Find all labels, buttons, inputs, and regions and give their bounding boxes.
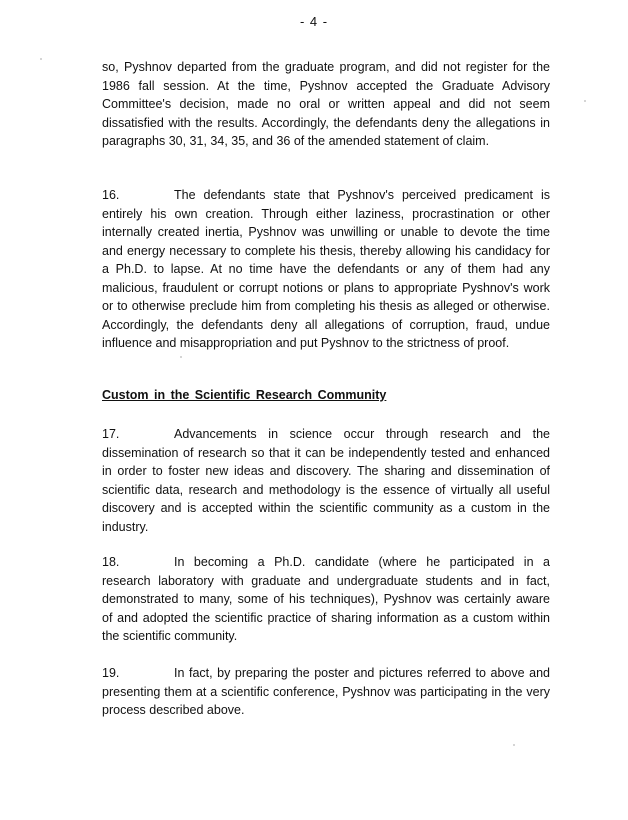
paragraph-17 [102, 425, 550, 536]
text-line: malicious, fraudulent or corrupt notions or plans to appropriate Pyshnov's work [102, 280, 550, 295]
paragraph-continuation [102, 58, 550, 151]
text-line: so, Pyshnov departed from the graduate program, and did not register for the [102, 60, 550, 74]
text-line [102, 425, 550, 444]
text-line: 1986 fall session. At the time, Pyshnov accepted the Graduate Advisory [102, 78, 550, 93]
text-line: Committee's decision, made no oral or written appeal and did not seem [102, 97, 550, 111]
text-line: presenting them at a scientific conference, Pyshnov was participating in the very [102, 684, 550, 699]
text-line: paragraphs 30, 31, 34, 35, and 36 of the amended statement of claim. [102, 134, 490, 148]
paragraph-18 [102, 553, 550, 646]
text-line: industry. [102, 519, 149, 534]
text-line: and energy necessary to complete his thesis, thereby allowing his candidacy for [102, 243, 550, 258]
paragraph-number: 16. [102, 188, 120, 202]
text-line: influence and misappropriation and put Pyshnov to the strictness of proof. [102, 336, 510, 350]
text-line: process described above. [102, 703, 245, 717]
text-line [102, 664, 550, 683]
paragraph-number: 18. [102, 555, 120, 569]
section-heading: Custom in the Scientific Research Community [102, 388, 387, 402]
scan-speck [180, 356, 182, 358]
paragraph-number: 17. [102, 427, 120, 441]
text-line-body: The defendants state that Pyshnov's perceived predicament is [174, 188, 550, 202]
text-line-body: In becoming a Ph.D. candidate (where he participated in a [174, 555, 550, 569]
paragraph-number: 19. [102, 666, 120, 680]
text-line [102, 186, 550, 205]
scan-speck [513, 744, 515, 746]
text-line: dissemination of research so that it can be independently tested and enhanced [102, 445, 550, 460]
text-line: in order to foster new ideas and discovery. The sharing and dissemination of [102, 464, 550, 478]
scan-speck [584, 100, 586, 102]
text-line: discovery and is accepted within the scientific community as a custom in the [102, 501, 550, 515]
text-line: demonstrated to many, some of his techniques), Pyshnov was certainly aware [102, 592, 550, 606]
text-line: of and adopted the scientific practice of sharing information as a custom within [102, 610, 550, 625]
text-line: research laboratory with graduate and undergraduate students and in fact, [102, 573, 550, 588]
text-line: scientific data, research and methodology is the essence of virtually all useful [102, 482, 550, 497]
paragraph-19 [102, 664, 550, 720]
text-line [102, 553, 550, 572]
text-line: Accordingly, the defendants deny all allegations of corruption, fraud, undue [102, 317, 550, 332]
text-line-body: Advancements in science occur through research and the [174, 427, 550, 441]
page-number: - 4 - [299, 14, 329, 29]
text-line: the scientific community. [102, 629, 238, 643]
text-line: dissatisfied with the results. Accordingly, the defendants deny the allegations in [102, 115, 550, 130]
scan-speck [40, 58, 42, 60]
text-line-body: In fact, by preparing the poster and pictures referred to above and [174, 666, 550, 680]
text-line: or to otherwise preclude him from completing his thesis as alleged or otherwise. [102, 299, 550, 313]
paragraph-16 [102, 186, 550, 353]
text-line: internally created inertia, Pyshnov was unwilling or unable to devote the time [102, 225, 550, 239]
text-line: entirely his own creation. Through either laziness, procrastination or other [102, 206, 550, 221]
text-line: a Ph.D. to lapse. At no time have the defendants or any of them had any [102, 262, 550, 276]
